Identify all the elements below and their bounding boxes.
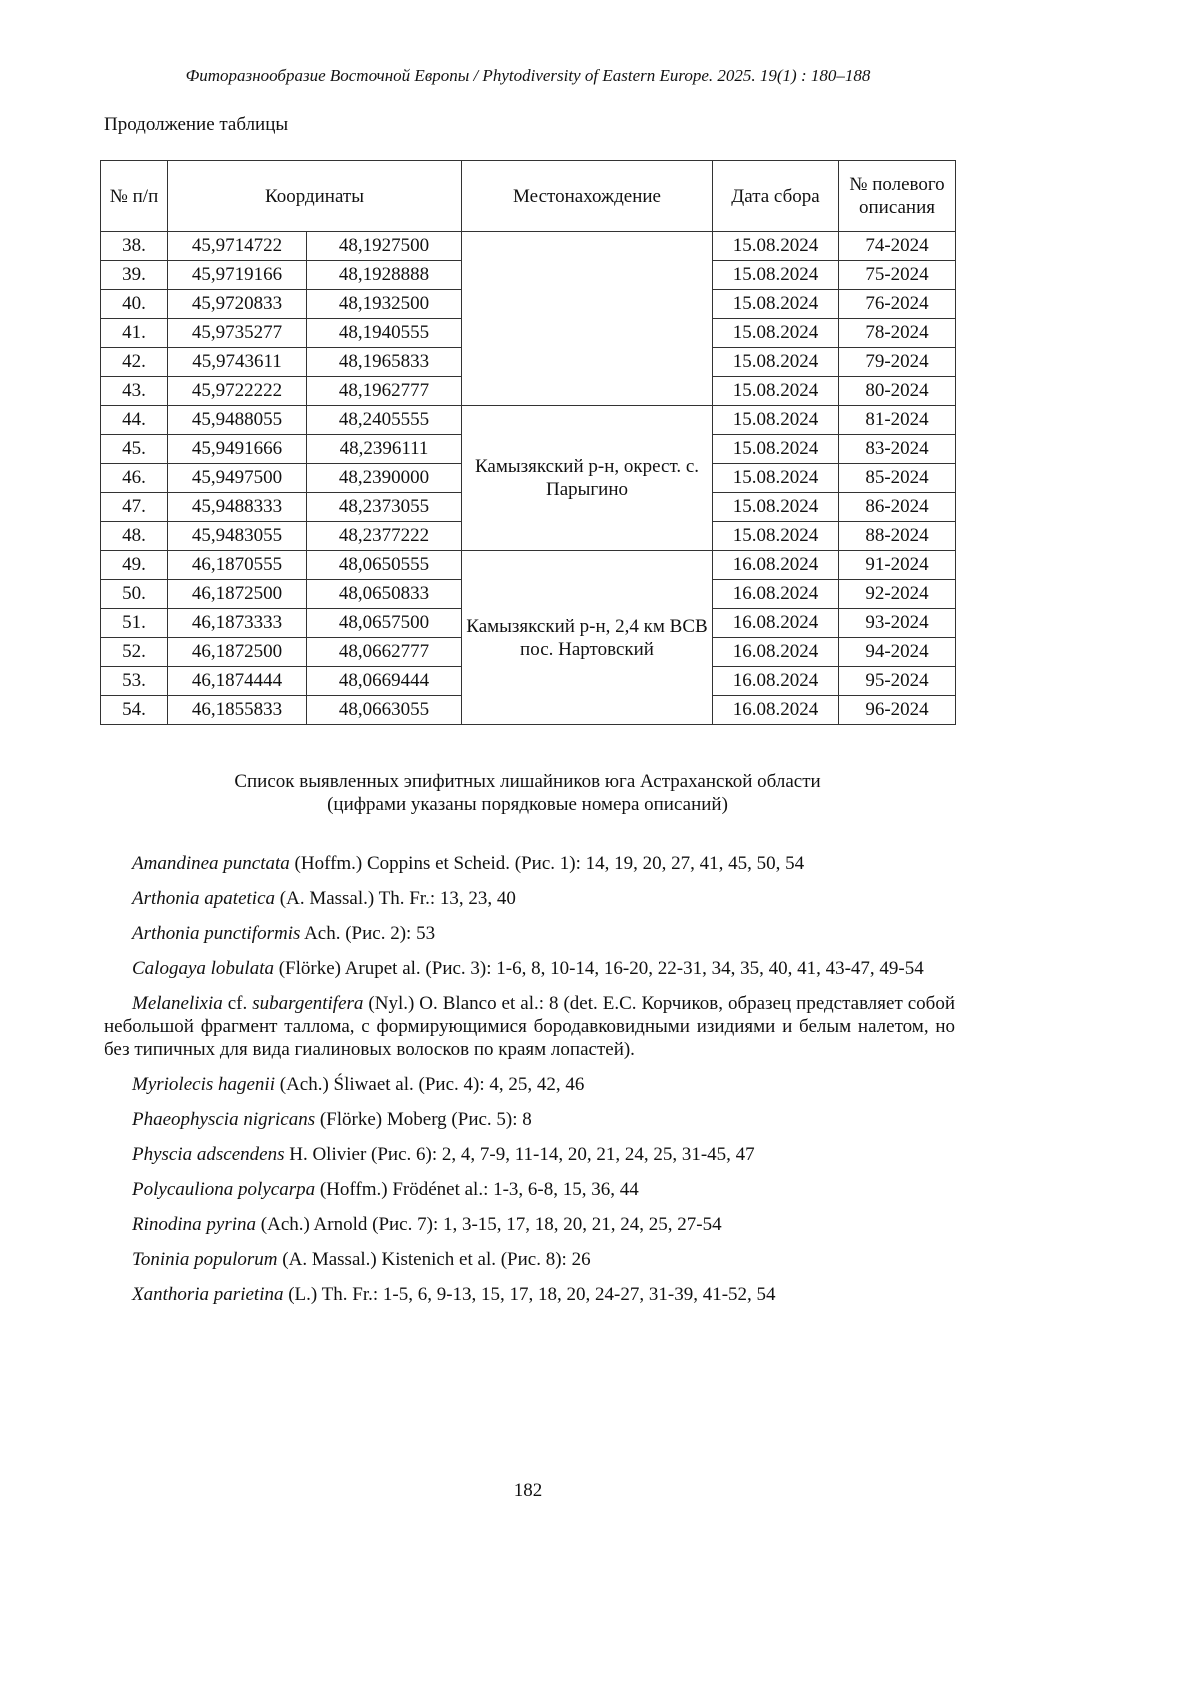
longitude-cell: 48,0669444 bbox=[307, 667, 462, 696]
latitude-cell: 46,1873333 bbox=[168, 609, 307, 638]
species-name: subargentifera bbox=[252, 993, 364, 1014]
row-number: 47. bbox=[101, 493, 168, 522]
longitude-cell: 48,1932500 bbox=[307, 290, 462, 319]
field-description-cell: 76-2024 bbox=[839, 290, 956, 319]
field-description-cell: 86-2024 bbox=[839, 493, 956, 522]
date-cell: 15.08.2024 bbox=[713, 348, 839, 377]
field-description-cell: 80-2024 bbox=[839, 377, 956, 406]
species-name: Toninia populorum bbox=[132, 1249, 278, 1270]
species-details: (Ach.) Arnold (Рис. 7): 1, 3-15, 17, 18, 20, 21, 24, 25, 27-54 bbox=[256, 1214, 722, 1235]
species-details: (Hoffm.) Coppins et Scheid. (Рис. 1): 14, 19, 20, 27, 41, 45, 50, 54 bbox=[289, 853, 805, 874]
species-entry bbox=[104, 1248, 955, 1271]
row-number: 54. bbox=[101, 696, 168, 725]
species-details: (Hoffm.) Frödénet al.: 1-3, 6-8, 15, 36, 44 bbox=[315, 1179, 639, 1200]
latitude-cell: 45,9497500 bbox=[168, 464, 307, 493]
species-entry bbox=[104, 852, 955, 875]
row-number: 48. bbox=[101, 522, 168, 551]
species-entry bbox=[104, 1283, 955, 1306]
longitude-cell: 48,2405555 bbox=[307, 406, 462, 435]
field-description-cell: 93-2024 bbox=[839, 609, 956, 638]
date-cell: 16.08.2024 bbox=[713, 696, 839, 725]
longitude-cell: 48,1928888 bbox=[307, 261, 462, 290]
date-cell: 15.08.2024 bbox=[713, 435, 839, 464]
location-cell: Камызякский р-н, окрест. с. Парыгино bbox=[462, 406, 713, 551]
longitude-cell: 48,2377222 bbox=[307, 522, 462, 551]
header-location: Местонахождение bbox=[462, 161, 713, 232]
longitude-cell: 48,0650833 bbox=[307, 580, 462, 609]
date-cell: 16.08.2024 bbox=[713, 667, 839, 696]
species-entry bbox=[104, 957, 955, 980]
row-number: 49. bbox=[101, 551, 168, 580]
species-name: Physcia adscendens bbox=[132, 1144, 285, 1165]
table-row bbox=[101, 406, 956, 435]
longitude-cell: 48,1965833 bbox=[307, 348, 462, 377]
species-entry bbox=[104, 1143, 955, 1166]
species-list-title-line: Список выявленных эпифитных лишайников юга Астраханской области bbox=[234, 771, 821, 792]
longitude-cell: 48,1962777 bbox=[307, 377, 462, 406]
row-number: 38. bbox=[101, 232, 168, 261]
longitude-cell: 48,1940555 bbox=[307, 319, 462, 348]
row-number: 50. bbox=[101, 580, 168, 609]
field-description-cell: 74-2024 bbox=[839, 232, 956, 261]
row-number: 39. bbox=[101, 261, 168, 290]
date-cell: 16.08.2024 bbox=[713, 551, 839, 580]
row-number: 41. bbox=[101, 319, 168, 348]
header-number: № п/п bbox=[101, 161, 168, 232]
species-list bbox=[104, 852, 955, 1318]
date-cell: 16.08.2024 bbox=[713, 609, 839, 638]
latitude-cell: 45,9488333 bbox=[168, 493, 307, 522]
header-date: Дата сбора bbox=[713, 161, 839, 232]
location-cell bbox=[462, 232, 713, 406]
species-name: Melanelixia bbox=[132, 993, 223, 1014]
latitude-cell: 46,1872500 bbox=[168, 580, 307, 609]
species-details: H. Olivier (Рис. 6): 2, 4, 7-9, 11-14, 20, 21, 24, 25, 31-45, 47 bbox=[284, 1144, 755, 1165]
latitude-cell: 46,1855833 bbox=[168, 696, 307, 725]
species-list-title bbox=[100, 770, 955, 816]
longitude-cell: 48,1927500 bbox=[307, 232, 462, 261]
field-description-cell: 75-2024 bbox=[839, 261, 956, 290]
latitude-cell: 45,9714722 bbox=[168, 232, 307, 261]
table-continuation-label: Продолжение таблицы bbox=[104, 114, 289, 135]
field-description-cell: 81-2024 bbox=[839, 406, 956, 435]
species-details: (Flörke) Moberg (Рис. 5): 8 bbox=[315, 1109, 532, 1130]
field-description-cell: 92-2024 bbox=[839, 580, 956, 609]
table-row bbox=[101, 551, 956, 580]
field-description-cell: 85-2024 bbox=[839, 464, 956, 493]
species-entry bbox=[104, 1108, 955, 1131]
field-description-cell: 79-2024 bbox=[839, 348, 956, 377]
row-number: 53. bbox=[101, 667, 168, 696]
longitude-cell: 48,2390000 bbox=[307, 464, 462, 493]
species-entry bbox=[104, 1073, 955, 1096]
latitude-cell: 45,9719166 bbox=[168, 261, 307, 290]
species-name: Arthonia apatetica bbox=[132, 888, 276, 909]
date-cell: 15.08.2024 bbox=[713, 232, 839, 261]
field-description-cell: 95-2024 bbox=[839, 667, 956, 696]
row-number: 46. bbox=[101, 464, 168, 493]
row-number: 42. bbox=[101, 348, 168, 377]
date-cell: 16.08.2024 bbox=[713, 638, 839, 667]
field-description-cell: 78-2024 bbox=[839, 319, 956, 348]
species-name: Polycauliona polycarpa bbox=[132, 1179, 316, 1200]
latitude-cell: 46,1870555 bbox=[168, 551, 307, 580]
date-cell: 15.08.2024 bbox=[713, 493, 839, 522]
species-entry bbox=[104, 887, 955, 910]
field-description-cell: 94-2024 bbox=[839, 638, 956, 667]
species-entry bbox=[104, 992, 955, 1061]
species-name: Arthonia punctiformis bbox=[132, 923, 301, 944]
species-name: Myriolecis hagenii bbox=[132, 1074, 275, 1095]
row-number: 52. bbox=[101, 638, 168, 667]
longitude-cell: 48,0657500 bbox=[307, 609, 462, 638]
date-cell: 15.08.2024 bbox=[713, 261, 839, 290]
latitude-cell: 45,9483055 bbox=[168, 522, 307, 551]
species-details: (L.) Th. Fr.: 1-5, 6, 9-13, 15, 17, 18, 20, 24-27, 31-39, 41-52, 54 bbox=[283, 1284, 776, 1305]
longitude-cell: 48,0662777 bbox=[307, 638, 462, 667]
longitude-cell: 48,2373055 bbox=[307, 493, 462, 522]
page-number: 182 bbox=[513, 1480, 543, 1501]
field-description-cell: 83-2024 bbox=[839, 435, 956, 464]
latitude-cell: 45,9720833 bbox=[168, 290, 307, 319]
latitude-cell: 45,9735277 bbox=[168, 319, 307, 348]
longitude-cell: 48,2396111 bbox=[307, 435, 462, 464]
field-description-cell: 88-2024 bbox=[839, 522, 956, 551]
species-details: (Nyl.) O. Blanco et al.: 8 (det. Е.С. Корчиков, образец представляет собой небольшой фрагмент таллома, с формирующимися бородавковидными изидиями и белым налетом, но без типичных для вида гиалиновых волосков по краям лопастей). bbox=[104, 993, 955, 1060]
species-details: (A. Massal.) Th. Fr.: 13, 23, 40 bbox=[275, 888, 516, 909]
species-details: (A. Massal.) Kistenich et al. (Рис. 8): 26 bbox=[277, 1249, 591, 1270]
species-list-subtitle: (цифрами указаны порядковые номера описаний) bbox=[327, 794, 728, 815]
latitude-cell: 45,9488055 bbox=[168, 406, 307, 435]
row-number: 40. bbox=[101, 290, 168, 319]
longitude-cell: 48,0650555 bbox=[307, 551, 462, 580]
latitude-cell: 46,1872500 bbox=[168, 638, 307, 667]
latitude-cell: 46,1874444 bbox=[168, 667, 307, 696]
row-number: 45. bbox=[101, 435, 168, 464]
species-name: Rinodina pyrina bbox=[132, 1214, 257, 1235]
collection-sites-table bbox=[100, 160, 956, 725]
species-name: Xanthoria parietina bbox=[132, 1284, 284, 1305]
longitude-cell: 48,0663055 bbox=[307, 696, 462, 725]
date-cell: 15.08.2024 bbox=[713, 406, 839, 435]
table-row bbox=[101, 232, 956, 261]
species-name: Calogaya lobulata bbox=[132, 958, 274, 979]
row-number: 43. bbox=[101, 377, 168, 406]
header-field-description: № полевого описания bbox=[839, 161, 956, 232]
running-header: Фиторазнообразие Восточной Европы / Phytodiversity of Eastern Europe. 2025. 19(1) : 180–188 bbox=[185, 66, 871, 85]
row-number: 51. bbox=[101, 609, 168, 638]
latitude-cell: 45,9743611 bbox=[168, 348, 307, 377]
field-description-cell: 91-2024 bbox=[839, 551, 956, 580]
location-cell: Камызякский р-н, 2,4 км ВСВ пос. Нартовский bbox=[462, 551, 713, 725]
date-cell: 15.08.2024 bbox=[713, 290, 839, 319]
date-cell: 16.08.2024 bbox=[713, 580, 839, 609]
species-name: Amandinea punctata bbox=[132, 853, 290, 874]
date-cell: 15.08.2024 bbox=[713, 377, 839, 406]
date-cell: 15.08.2024 bbox=[713, 522, 839, 551]
species-entry bbox=[104, 1213, 955, 1236]
date-cell: 15.08.2024 bbox=[713, 319, 839, 348]
species-entry bbox=[104, 1178, 955, 1201]
species-name: Phaeophyscia nigricans bbox=[132, 1109, 316, 1130]
table-header-row bbox=[101, 161, 956, 232]
species-details: (Flörke) Arupet al. (Рис. 3): 1-6, 8, 10-14, 16-20, 22-31, 34, 35, 40, 41, 43-47, 49-54 bbox=[273, 958, 924, 979]
row-number: 44. bbox=[101, 406, 168, 435]
date-cell: 15.08.2024 bbox=[713, 464, 839, 493]
field-description-cell: 96-2024 bbox=[839, 696, 956, 725]
species-entry bbox=[104, 922, 955, 945]
latitude-cell: 45,9722222 bbox=[168, 377, 307, 406]
latitude-cell: 45,9491666 bbox=[168, 435, 307, 464]
species-details: (Ach.) Śliwaet al. (Рис. 4): 4, 25, 42, 46 bbox=[275, 1074, 585, 1095]
header-coordinates: Координаты bbox=[168, 161, 462, 232]
species-details: Ach. (Рис. 2): 53 bbox=[300, 923, 436, 944]
species-details: cf. bbox=[222, 993, 253, 1014]
